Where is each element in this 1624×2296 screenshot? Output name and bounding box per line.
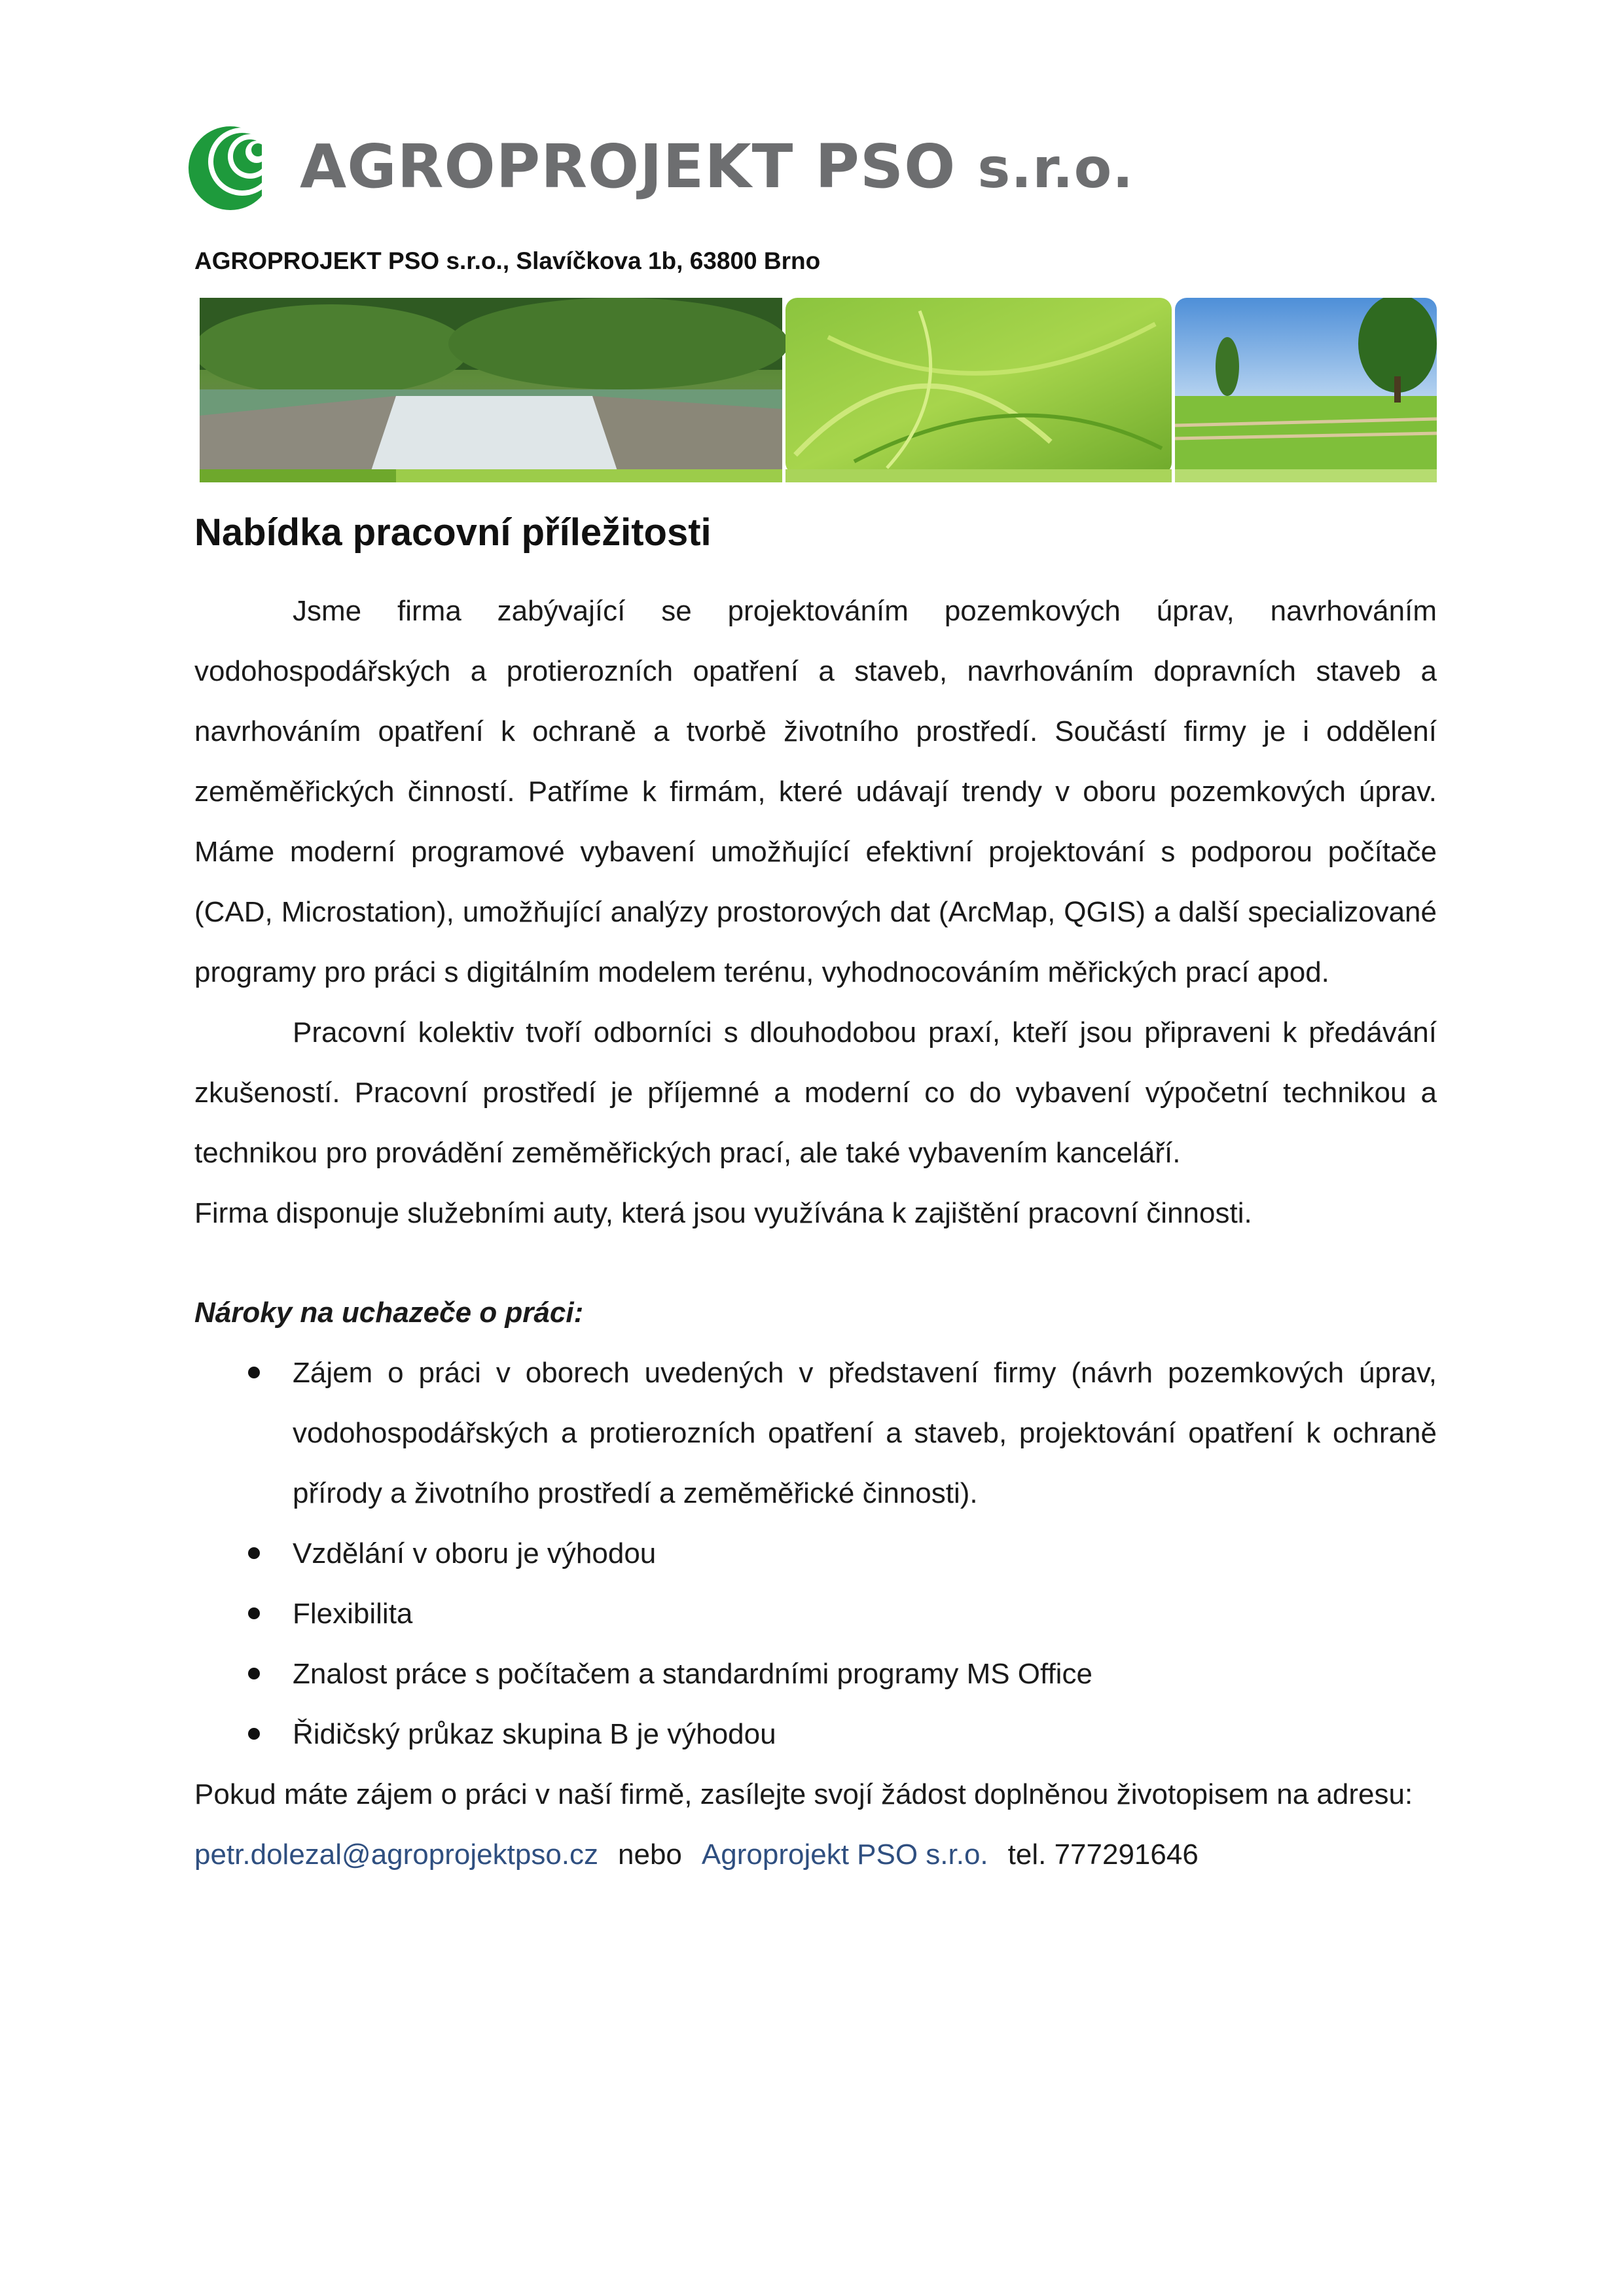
bullet-icon (248, 1668, 260, 1679)
logo-suffix: s.r.o. (977, 136, 1134, 200)
bullet-icon (248, 1728, 260, 1740)
fleet-note: Firma disponuje služebními auty, která jsou využívána k zajištění pracovní činnosti. (194, 1197, 1252, 1229)
team-paragraph: Pracovní kolektiv tvoří odborníci s dlouhodobou praxí, kteří jsou připraveni k předávání zkušeností. Pracovní prostředí je příjemné a moderní co do vybavení výpočetní technikou a technikou pro provádění zeměměřických prací, ale také vybavením kanceláří. (194, 1016, 1437, 1169)
list-item-text: Flexibilita (293, 1598, 413, 1630)
list-item-text: Vzdělání v oboru je výhodou (293, 1537, 657, 1570)
list-item (194, 1644, 1437, 1704)
logo-wordmark (300, 132, 1134, 202)
agroprojekt-logo-icon (185, 121, 276, 213)
list-item (194, 1584, 1437, 1644)
bullet-icon (248, 1367, 260, 1378)
phone-text: tel. 777291646 (1007, 1839, 1199, 1871)
bullet-icon (248, 1607, 260, 1619)
document-body (194, 581, 1437, 1885)
list-item (194, 1704, 1437, 1765)
list-item-text: Znalost práce s počítačem a standardními programy MS Office (293, 1658, 1092, 1690)
closing-paragraph: Pokud máte zájem o práci v naší firmě, zasílejte svojí žádost doplněnou životopisem na adresu: (194, 1778, 1413, 1810)
logo-name: AGROPROJEKT PSO (300, 132, 956, 202)
company-logo (185, 118, 1134, 216)
requirements-list (194, 1343, 1437, 1765)
intro-paragraph: Jsme firma zabývající se projektováním pozemkových úprav, navrhováním vodohospodářských a protierozních opatření a staveb, navrhováním dopravních staveb a navrhováním opatření k ochraně a tvorbě životního prostředí. Součástí firmy je i oddělení zeměměřických činností. Patříme k firmám, které udávají trendy v oboru pozemkových úprav. Máme moderní programové vybavení umožňující efektivní projektování s podporou počítače (CAD, Microstation), umožňující analýzy prostorových dat (ArcMap, QGIS) a další specializované programy pro práci s digitálním modelem terénu, vyhodnocováním měřických prací apod. (194, 595, 1437, 988)
or-text: nebo (618, 1839, 682, 1871)
banner-image (200, 298, 1437, 482)
company-address: AGROPROJEKT PSO s.r.o., Slavíčkova 1b, 63800 Brno (194, 247, 821, 274)
contact-line (194, 1825, 1437, 1885)
list-item (194, 1343, 1437, 1524)
list-item (194, 1524, 1437, 1584)
requirements-heading: Nároky na uchazeče o práci: (194, 1297, 584, 1329)
company-link[interactable]: Agroprojekt PSO s.r.o. (701, 1839, 988, 1871)
page-title: Nabídka pracovní příležitosti (194, 511, 712, 554)
email-link[interactable]: petr.dolezal@agroprojektpso.cz (194, 1839, 599, 1871)
landscape-banner (200, 298, 1437, 482)
list-item-text: Zájem o práci v oborech uvedených v představení firmy (návrh pozemkových úprav, vodohospodářských a protierozních opatření a staveb, projektování opatření k ochraně přírody a životního prostředí a zeměměřické činnosti). (293, 1357, 1437, 1509)
list-item-text: Řidičský průkaz skupina B je výhodou (293, 1718, 776, 1750)
bullet-icon (248, 1547, 260, 1559)
